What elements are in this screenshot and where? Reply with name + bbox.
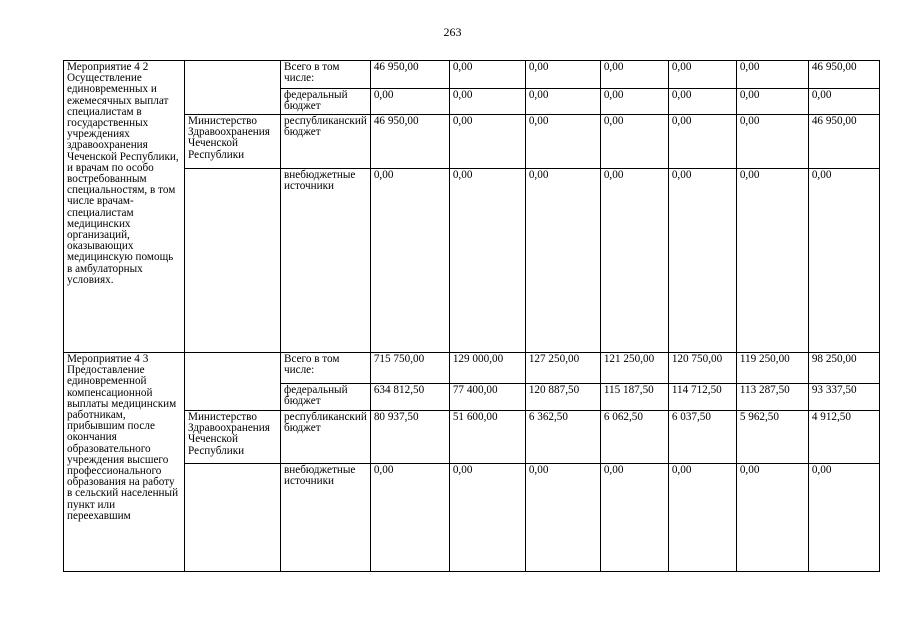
amount-cell: 0,00 [600,89,668,115]
responsible-ministry: Министерство Здравоохранения Чеченской Республики [185,411,281,464]
amount-cell: 80 937,50 [370,411,449,464]
ministry-cell-empty [185,464,281,572]
funding-source: внебюджетные источники [281,169,371,353]
amount-cell: 0,00 [736,169,808,353]
amount-cell: 0,00 [808,169,879,353]
amount-cell: 127 250,00 [525,353,600,384]
amount-cell: 0,00 [600,61,668,89]
amount-cell: 46 950,00 [808,115,879,169]
amount-cell: 715 750,00 [370,353,449,384]
amount-cell: 0,00 [370,89,449,115]
amount-cell: 0,00 [449,464,525,572]
amount-cell: 0,00 [668,115,736,169]
table-body [64,61,880,572]
amount-cell: 115 187,50 [600,384,668,411]
amount-cell: 0,00 [668,169,736,353]
amount-cell: 119 250,00 [736,353,808,384]
amount-cell: 0,00 [449,61,525,89]
ministry-cell-empty [185,353,281,411]
amount-cell: 0,00 [525,61,600,89]
amount-cell: 0,00 [370,464,449,572]
table-row [64,411,880,464]
amount-cell: 4 912,50 [808,411,879,464]
table-row [64,115,880,169]
table-row [64,169,880,353]
amount-cell: 121 250,00 [600,353,668,384]
amount-cell: 93 337,50 [808,384,879,411]
amount-cell: 6 037,50 [668,411,736,464]
amount-cell: 0,00 [449,115,525,169]
table-row [64,61,880,89]
amount-cell: 0,00 [736,89,808,115]
amount-cell: 0,00 [449,89,525,115]
amount-cell: 0,00 [600,115,668,169]
funding-source: федеральный бюджет [281,89,371,115]
ministry-cell-empty [185,61,281,115]
funding-source: внебюджетные источники [281,464,371,572]
amount-cell: 0,00 [525,169,600,353]
funding-source: Всего в том числе: [281,353,371,384]
funding-source: федеральный бюджет [281,384,371,411]
amount-cell: 77 400,00 [449,384,525,411]
ministry-cell-empty [185,169,281,353]
amount-cell: 0,00 [668,61,736,89]
amount-cell: 51 600,00 [449,411,525,464]
amount-cell: 46 950,00 [808,61,879,89]
amount-cell: 114 712,50 [668,384,736,411]
amount-cell: 129 000,00 [449,353,525,384]
amount-cell: 0,00 [808,464,879,572]
amount-cell: 0,00 [370,169,449,353]
table-row [64,464,880,572]
amount-cell: 0,00 [600,169,668,353]
activity-description: Мероприятие 4 2 Осуществление единовременных и ежемесячных выплат специалистам в государственных учреждениях здравоохранения Чеченской Республики, и врачам по особо востребованным специальностям, в том числе врачам-специалистам медицинских организаций, оказывающих медицинскую помощь в амбулаторных условиях. [64,61,185,353]
amount-cell: 0,00 [736,115,808,169]
activity-description: Мероприятие 4 3 Предоставление единовременной компенсационной выплаты медицинским работникам, прибывшим после окончания образовательного учреждения высшего профессионального образования на работу в сельский населенный пункт или переехавшим [64,353,185,572]
amount-cell: 0,00 [808,89,879,115]
responsible-ministry: Министерство Здравоохранения Чеченской Республики [185,115,281,169]
amount-cell: 0,00 [525,115,600,169]
amount-cell: 46 950,00 [370,61,449,89]
amount-cell: 0,00 [668,89,736,115]
amount-cell: 0,00 [668,464,736,572]
budget-table [63,60,880,572]
amount-cell: 98 250,00 [808,353,879,384]
amount-cell: 0,00 [736,464,808,572]
amount-cell: 120 750,00 [668,353,736,384]
amount-cell: 113 287,50 [736,384,808,411]
amount-cell: 120 887,50 [525,384,600,411]
amount-cell: 0,00 [600,464,668,572]
amount-cell: 5 962,50 [736,411,808,464]
page-number: 263 [443,25,462,39]
amount-cell: 0,00 [525,464,600,572]
amount-cell: 46 950,00 [370,115,449,169]
table-row [64,353,880,384]
funding-source: Всего в том числе: [281,61,371,89]
funding-source: республиканский бюджет [281,115,371,169]
amount-cell: 0,00 [449,169,525,353]
amount-cell: 0,00 [525,89,600,115]
amount-cell: 6 062,50 [600,411,668,464]
amount-cell: 0,00 [736,61,808,89]
amount-cell: 634 812,50 [370,384,449,411]
funding-source: республиканский бюджет [281,411,371,464]
amount-cell: 6 362,50 [525,411,600,464]
